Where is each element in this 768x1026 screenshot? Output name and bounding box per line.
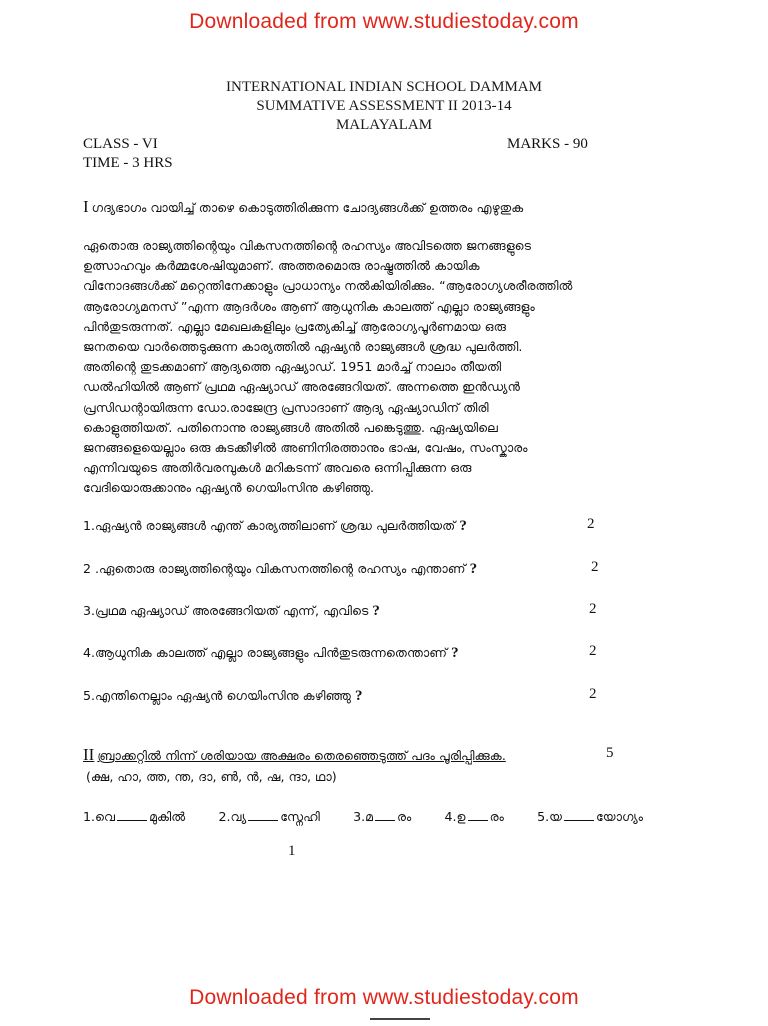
fill-suffix: മുകിൽ <box>149 809 186 824</box>
fill-suffix: യോഗ്യം <box>596 809 643 824</box>
answer-blank <box>248 808 278 821</box>
question-text: 2 .ഏതൊരു രാജ്യത്തിന്റെയും വികസനത്തിന്റെ രഹസ്യം എന്താണ് <box>83 561 466 576</box>
total-marks-label: MARKS - 90 <box>507 136 588 152</box>
section2-marks: 5 <box>606 745 614 761</box>
section2-instruction <box>83 745 506 766</box>
question-5 <box>83 686 643 706</box>
exam-title: SUMMATIVE ASSESSMENT II 2013-14 <box>256 98 512 114</box>
passage-line: ഏതൊരു രാജ്യത്തിന്റെയും വികസനത്തിന്റെ രഹസ്യം അവിടത്തെ ജനങ്ങളുടെ <box>83 238 532 253</box>
passage-line: ജനങ്ങളെയെല്ലാം ഒരു കുടക്കീഴിൽ അണിനിരത്താനും ഭാഷ, വേഷം, സംസ്കാരം <box>83 439 528 455</box>
fill-prefix: 2.വ്യ <box>218 809 247 824</box>
download-banner-bottom[interactable]: Downloaded from www.studiestoday.com <box>189 986 579 1009</box>
time-label: TIME - 3 HRS <box>83 155 173 171</box>
question-4 <box>83 643 643 663</box>
class-label: CLASS - VI <box>83 136 158 152</box>
fill-item-5 <box>537 807 643 827</box>
answer-blank <box>564 808 594 821</box>
question-mark: ? <box>451 645 459 661</box>
section2-instruction-text: ബ്രാക്കറ്റിൽ നിന്ന് ശരിയായ അക്ഷരം തെരഞ്ഞെടുത്ത് പദം പൂരിപ്പിക്കുക. <box>97 748 506 763</box>
answer-blank <box>468 808 488 821</box>
bottom-edge-mark <box>370 1018 430 1026</box>
passage-line: ആരോഗ്യമനസ് ”എന്ന ആദർശം ആണ് ആധുനിക കാലത്ത് എല്ലാ രാജ്യങ്ങളും <box>83 298 535 314</box>
question-text: 5.എന്തിനെല്ലാം ഏഷ്യൻ ഗെയിംസിനു കഴിഞ്ഞു <box>83 688 351 703</box>
fill-in-row <box>83 807 643 827</box>
fill-prefix: 4.ഉ <box>444 809 466 824</box>
fill-item-1 <box>83 807 185 827</box>
passage-line: അതിന്റെ തുടക്കമാണ് ആദ്യത്തെ ഏഷ്യാഡ്. 1951 മാർച്ച് നാലാം തീയതി <box>83 359 502 375</box>
question-4-marks: 2 <box>589 643 597 659</box>
question-3-marks: 2 <box>589 601 597 617</box>
fill-suffix: രം <box>489 809 504 824</box>
question-mark: ? <box>354 688 363 704</box>
question-mark: ? <box>372 603 380 619</box>
fill-item-4 <box>445 807 504 827</box>
question-1-marks: 2 <box>587 516 595 532</box>
answer-blank <box>117 808 147 821</box>
download-banner-top[interactable]: Downloaded from www.studiestoday.com <box>189 10 579 33</box>
fill-prefix: 5.യ <box>537 809 563 824</box>
subject-title: MALAYALAM <box>335 117 433 133</box>
answer-blank <box>375 808 395 821</box>
passage-line: എന്നിവയുടെ അതിർവരമ്പുകൾ മറികടന്ന് അവരെ ഒന്നിപ്പിക്കുന്ന ഒരു <box>83 460 472 476</box>
section1-instruction <box>83 197 723 218</box>
question-mark: ? <box>459 518 467 534</box>
fill-item-2 <box>218 807 319 827</box>
passage-line: വിനോദങ്ങൾക്ക് മറ്റെന്തിനേക്കാളും പ്രാധാന്യം നൽകിയിരിക്കും. “ആരോഗ്യശരീരത്തിൽ <box>83 278 573 294</box>
passage-line: ജനതയെ വാർത്തെടുക്കുന്ന കാര്യത്തിൽ ഏഷ്യൻ രാജ്യങ്ങൾ ശ്രദ്ധ പുലർത്തി. <box>83 338 523 354</box>
passage-line: കൊളുത്തിയത്. പതിനൊന്നു രാജ്യങ്ങൾ അതിൽ പങ്കെടുത്തു. ഏഷ്യയിലെ <box>83 419 498 435</box>
school-name: INTERNATIONAL INDIAN SCHOOL DAMMAM <box>226 79 542 95</box>
passage-line: ഡൽഹിയിൽ ആണ് പ്രഥമ ഏഷ്യാഡ് അരങ്ങേറിയത്. അന്നത്തെ ഇൻഡ്യൻ <box>83 379 521 395</box>
letter-options: (ക്ഷ, ഹാ, ത്ത, ന്ത, ദാ, ൺ, ൻ, ഷ, ന്ദാ, ഥാ) <box>86 769 337 784</box>
question-2 <box>83 559 643 579</box>
question-text: 4.ആധുനിക കാലത്ത് എല്ലാ രാജ്യങ്ങളും പിൻതുടരുന്നതെന്താണ് <box>83 645 448 660</box>
question-2-marks: 2 <box>591 559 599 575</box>
question-text: 3.പ്രഥമ ഏഷ്യാഡ് അരങ്ങേറിയത് എന്ന്, എവിടെ <box>83 603 369 618</box>
question-3 <box>83 601 643 621</box>
question-mark: ? <box>469 561 478 577</box>
section1-instruction-text: ഗദ്യഭാഗം വായിച്ച് താഴെ കൊടുത്തിരിക്കുന്ന ചോദ്യങ്ങൾക്ക് ഉത്തരം എഴുതുക <box>91 200 524 215</box>
question-1 <box>83 516 643 536</box>
section1-numeral: I <box>83 197 89 216</box>
section2-numeral: II <box>83 745 95 764</box>
question-text: 1.ഏഷ്യൻ രാജ്യങ്ങൾ എന്ത് കാര്യത്തിലാണ് ശ്രദ്ധ പുലർത്തിയത് <box>83 518 456 533</box>
passage-line: പ്രസിഡന്റായിരുന്ന ഡോ.രാജേന്ദ്ര പ്രസാദാണ് ആദ്യ ഏഷ്യാഡിന് തിരി <box>83 399 489 415</box>
fill-prefix: 1.വെ <box>83 809 116 824</box>
fill-item-3 <box>353 807 411 827</box>
fill-prefix: 3.മ <box>353 809 374 824</box>
page-number: 1 <box>288 843 296 859</box>
passage-line: ഉത്സാഹവും കർമ്മശേഷിയുമാണ്. അത്തരമൊരു രാഷ്ട്രത്തിൽ കായിക <box>83 258 480 274</box>
passage-line: വേദിയൊരുക്കാനും ഏഷ്യൻ ഗെയിംസിനു കഴിഞ്ഞു. <box>83 480 375 496</box>
fill-suffix: രം <box>397 809 412 824</box>
passage-line: പിൻതുടരുന്നത്. എല്ലാ മേഖലകളിലും പ്രത്യേകിച്ച് ആരോഗ്യപൂർണമായ ഒരു <box>83 318 507 334</box>
reading-passage <box>83 236 703 498</box>
question-5-marks: 2 <box>589 686 597 702</box>
fill-suffix: സ്നേഹി <box>280 809 320 824</box>
